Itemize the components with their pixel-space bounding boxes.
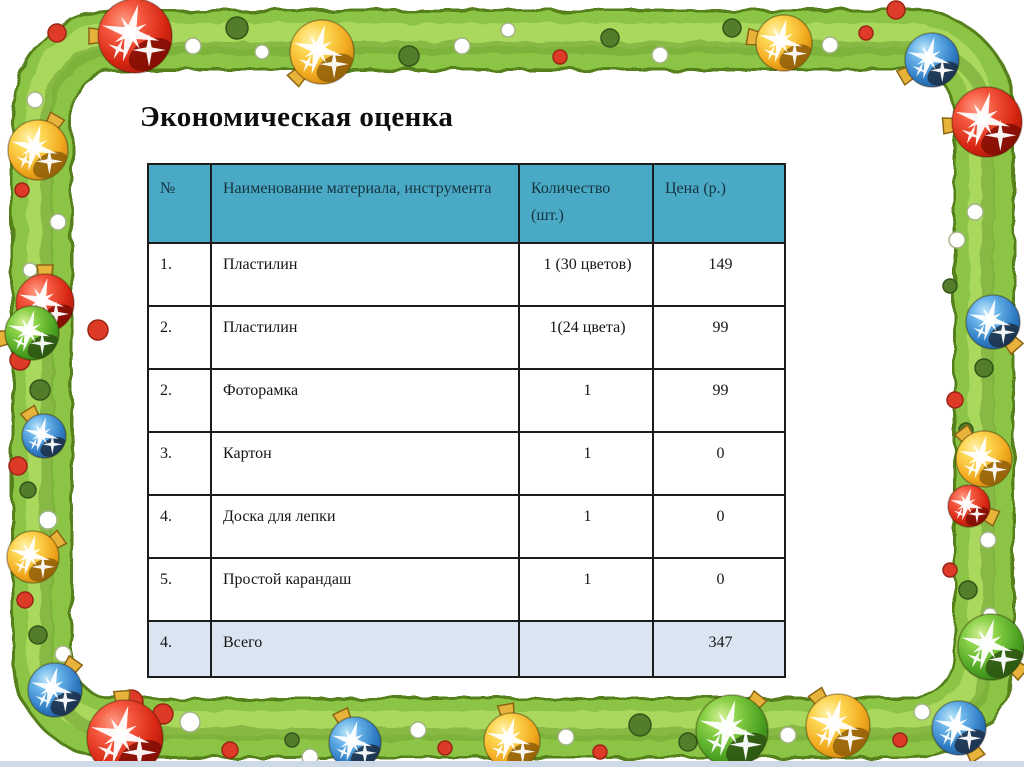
table-row bbox=[148, 369, 785, 432]
cell-price: 149 bbox=[653, 243, 785, 306]
christmas-ball-red bbox=[83, 691, 169, 767]
christmas-ball-blue bbox=[963, 293, 1024, 354]
decor-dot bbox=[39, 511, 57, 529]
decor-dot bbox=[29, 626, 47, 644]
decor-dot bbox=[55, 646, 71, 662]
cell-price: 99 bbox=[653, 369, 785, 432]
cell-price: 99 bbox=[653, 306, 785, 369]
ball-cap bbox=[89, 28, 104, 44]
christmas-ball-red bbox=[13, 265, 78, 336]
ball-cap bbox=[60, 656, 82, 677]
decor-dot bbox=[285, 733, 299, 747]
ball-cap bbox=[746, 29, 764, 47]
cell-name: Всего bbox=[211, 621, 519, 677]
ball-cap bbox=[287, 65, 309, 87]
decor-dot bbox=[943, 563, 957, 577]
ball-cap bbox=[979, 505, 999, 526]
decor-dot bbox=[601, 29, 619, 47]
cell-number: 5. bbox=[148, 558, 211, 621]
christmas-ball-yellow bbox=[746, 13, 816, 74]
christmas-ball-yellow bbox=[5, 112, 73, 184]
decor-dot bbox=[88, 320, 108, 340]
cell-quantity: 1 bbox=[519, 558, 653, 621]
ball-cap bbox=[333, 708, 354, 728]
table-row bbox=[148, 558, 785, 621]
christmas-ball-green bbox=[0, 304, 63, 363]
ball-cap bbox=[955, 425, 977, 447]
decor-dot bbox=[553, 50, 567, 64]
bottom-edge-strip bbox=[0, 761, 1024, 767]
christmas-ball-blue bbox=[326, 708, 385, 767]
col-header-number: № bbox=[148, 164, 211, 243]
materials-cost-table bbox=[147, 163, 786, 678]
ball-cap bbox=[808, 688, 830, 709]
table-row bbox=[148, 432, 785, 495]
decor-dot bbox=[10, 350, 30, 370]
table-row bbox=[148, 306, 785, 369]
table-row bbox=[148, 495, 785, 558]
ball-cap bbox=[745, 691, 767, 713]
christmas-ball-red bbox=[942, 85, 1024, 161]
cell-quantity: 1 bbox=[519, 432, 653, 495]
cell-price: 347 bbox=[653, 621, 785, 677]
cell-number: 3. bbox=[148, 432, 211, 495]
decor-dot bbox=[15, 183, 29, 197]
decor-dot bbox=[48, 24, 66, 42]
decor-dot bbox=[153, 704, 173, 724]
decor-dot bbox=[30, 380, 50, 400]
decor-dot bbox=[23, 263, 37, 277]
col-header-name: Наименование материала, инструмента bbox=[211, 164, 519, 243]
ball-cap bbox=[498, 703, 516, 721]
decor-dot bbox=[914, 704, 930, 720]
christmas-ball-blue bbox=[25, 656, 86, 720]
ball-cap bbox=[942, 117, 958, 134]
cell-name: Пластилин bbox=[211, 243, 519, 306]
decor-dot bbox=[822, 37, 838, 53]
decor-dot bbox=[947, 392, 963, 408]
cell-name: Простой карандаш bbox=[211, 558, 519, 621]
decor-dot bbox=[959, 423, 973, 437]
ball-cap bbox=[963, 742, 985, 763]
cell-name: Картон bbox=[211, 432, 519, 495]
decor-dot bbox=[27, 92, 43, 108]
decor-dot bbox=[723, 19, 741, 37]
decor-dot bbox=[180, 712, 200, 732]
decor-dot bbox=[20, 482, 36, 498]
cell-name: Фоторамка bbox=[211, 369, 519, 432]
cell-quantity: 1 bbox=[519, 369, 653, 432]
table-header bbox=[148, 164, 785, 243]
cell-number: 4. bbox=[148, 621, 211, 677]
col-header-quantity: Количество (шт.) bbox=[519, 164, 653, 243]
decor-dot bbox=[980, 532, 996, 548]
ball-cap bbox=[897, 64, 918, 85]
cell-price: 0 bbox=[653, 495, 785, 558]
ball-cap bbox=[1001, 332, 1023, 354]
decor-dot bbox=[255, 45, 269, 59]
decor-dot bbox=[119, 690, 143, 714]
decor-dot bbox=[679, 733, 697, 751]
decor-dot bbox=[50, 214, 66, 230]
decor-dot bbox=[222, 742, 238, 758]
decor-dot bbox=[558, 729, 574, 745]
decor-dot bbox=[967, 204, 983, 220]
cell-number: 1. bbox=[148, 243, 211, 306]
decor-dot bbox=[893, 733, 907, 747]
decor-dot bbox=[629, 714, 651, 736]
christmas-ball-blue bbox=[929, 699, 990, 762]
christmas-ball-green bbox=[692, 691, 773, 767]
table-header-row bbox=[148, 164, 785, 243]
decor-dot bbox=[652, 47, 668, 63]
decor-dot bbox=[410, 722, 426, 738]
decor-dot bbox=[438, 741, 452, 755]
christmas-ball-yellow bbox=[803, 688, 875, 762]
cell-quantity: 1 bbox=[519, 495, 653, 558]
decor-dot bbox=[17, 592, 33, 608]
christmas-ball-red bbox=[946, 484, 1000, 530]
decor-dot bbox=[399, 46, 419, 66]
cell-number: 2. bbox=[148, 369, 211, 432]
ball-cap bbox=[21, 405, 43, 426]
slide-title: Экономическая оценка bbox=[140, 101, 454, 133]
cell-number: 2. bbox=[148, 306, 211, 369]
decor-dot bbox=[593, 745, 607, 759]
christmas-ball-red bbox=[89, 0, 178, 78]
cell-name: Пластилин bbox=[211, 306, 519, 369]
christmas-ball-yellow bbox=[953, 425, 1016, 491]
cell-number: 4. bbox=[148, 495, 211, 558]
decor-dot bbox=[226, 17, 248, 39]
decor-dot bbox=[9, 457, 27, 475]
christmas-ball-green bbox=[955, 612, 1024, 684]
decor-dot bbox=[975, 359, 993, 377]
cell-quantity bbox=[519, 621, 653, 677]
cell-name: Доска для лепки bbox=[211, 495, 519, 558]
col-header-price: Цена (р.) bbox=[653, 164, 785, 243]
ball-cap bbox=[114, 691, 131, 707]
decor-dot bbox=[887, 1, 905, 19]
decor-dot bbox=[859, 26, 873, 40]
christmas-ball-yellow bbox=[481, 703, 544, 767]
table-row bbox=[148, 243, 785, 306]
ball-cap bbox=[43, 112, 64, 133]
cell-quantity: 1 (30 цветов) bbox=[519, 243, 653, 306]
table-total-row bbox=[148, 621, 785, 677]
decor-dot bbox=[959, 581, 977, 599]
cell-price: 0 bbox=[653, 432, 785, 495]
cell-quantity: 1(24 цвета) bbox=[519, 306, 653, 369]
decor-dot bbox=[454, 38, 470, 54]
ball-cap bbox=[1007, 658, 1024, 680]
decor-dot bbox=[185, 38, 201, 54]
ball-cap bbox=[45, 530, 66, 552]
christmas-ball-yellow bbox=[4, 529, 66, 586]
decor-dot bbox=[780, 727, 796, 743]
ball-cap bbox=[0, 329, 13, 347]
christmas-ball-blue bbox=[20, 405, 70, 460]
cell-price: 0 bbox=[653, 558, 785, 621]
decor-dot bbox=[501, 23, 515, 37]
decor-dot bbox=[949, 232, 965, 248]
christmas-ball-blue bbox=[897, 31, 963, 90]
ball-cap bbox=[37, 265, 53, 280]
decor-dot bbox=[983, 608, 997, 622]
decor-dot bbox=[943, 279, 957, 293]
christmas-ball-yellow bbox=[287, 18, 359, 88]
